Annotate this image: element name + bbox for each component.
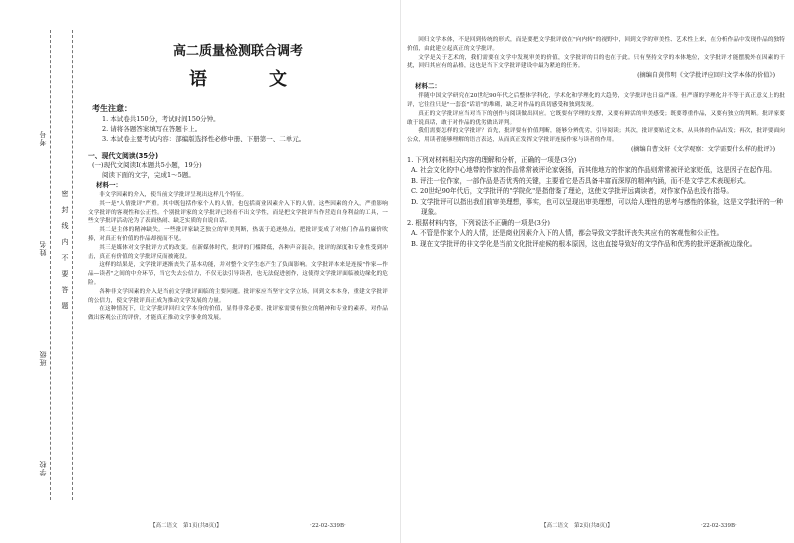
notice-item: 1. 本试卷共150分，考试时间150分钟。 xyxy=(102,115,220,123)
paragraph: 真正的文学批评应当对当下的创作与阅读做出回应。它既要有学理的支撑，又要有鲜活的审美感受；既要尊重作品，又要有独立的判断。批评家要敢于说真话，敢于对作品的优劣做出评判。 xyxy=(407,110,785,126)
question-1: 1. 下列对材料相关内容的理解和分析，正确的一项是(3分) xyxy=(407,155,577,164)
page-footer-code: ·22-02-339B· xyxy=(701,523,737,529)
option-c: C. 20世纪90年代后，文学批评的"学院化"是指借鉴了理论，这使文学批评远离读者，对作家作品也没有指导。 xyxy=(411,187,733,196)
paragraph: 其三是媒体对文学批评方式的改变。在新媒体时代，批评的门槛降低，各种声音混杂，批评的深度和专业性受到冲击，真正有价值的文学批评反而被淹没。 xyxy=(88,244,388,260)
right-column xyxy=(407,36,785,249)
notice-item: 2. 请将各题答案填写在答题卡上。 xyxy=(102,125,202,133)
margin-label-school: 学校 xyxy=(39,460,47,476)
paragraph: 伴随中国文学研究在20世纪90年代之后整体学科化，学术化和学理化的大趋势，文学批评也日益严谨。但严谨的学理化并不等于真正意义上的批评，它往往只是"一套套"话语"的堆砌，缺乏对作品的真切感受和独到发现。 xyxy=(407,93,785,108)
margin-label-name: 姓名 xyxy=(39,240,47,256)
paragraph: 我们需要怎样的文学批评？首先，批评要有价值判断，能够分辨优劣，引导阅读；其次，批评要贴近文本，从具体的作品出发；再次，批评要面向公众，用读者能够理解的语言表达，从而真正发挥文学批评连接作家与读者的作用。 xyxy=(407,128,785,144)
paragraph: 在这种情况下，让文学批评回归文学本身的价值，显得非常必要。批评家需要有独立的精神和专业的素养，对作品做出客观公正的评价，才能真正推动文学事业的发展。 xyxy=(88,306,388,322)
seal-text: 密封线内不要答题 xyxy=(61,190,69,318)
page-right xyxy=(400,0,794,543)
option-d: D. 文学批评可以指出我们前审美理想，事实，也可以呈现出审美理想，可以给人理性的思考与感性的体验，这是文学批评的一种现象。 xyxy=(411,197,783,217)
option-a: A. 社会文化的中心地带的作家的作品常常被评论家褒扬，而其他地方的作家的作品则常常被评论家贬低，这是因子在起作用。 xyxy=(411,166,777,175)
paragraph: 文学是关于艺术的，我们需要在文学中发现审美的价值，文学批评的目的也在于此。只有坚持文学的本体地位，文学批评才能摆脱外在因素的干扰，回归其应有的品格，这也是当下文学批评建设中最为紧迫的任务。 xyxy=(407,54,785,70)
paragraph: 其一是"人情批评"严重。其中既包括作家个人的人情，也包括商业因素介入下的人情。这些因素的介入，严重影响文学批评的客观性和公正性。个别批评家的文学批评已经看不出文学性，而是把文学批评当作营造自身利益的工具，一些文学批评活动沦为了表面热闹、缺乏实质的自说自话。 xyxy=(88,200,388,225)
seal-line xyxy=(50,30,51,500)
page-footer-label: 【高二语文 第2页(共8页)】 xyxy=(541,523,613,529)
subsection-heading: (一)现代文阅读Ⅰ(本题共5小题，19分) xyxy=(92,161,202,169)
instruction: 阅读下面的文字，完成1～5题。 xyxy=(102,171,195,179)
paragraph: 其二是主体的精神缺失。一些批评家缺乏独立的审美判断，热衷于追逐热点，把批评变成了对热门作品的廉价吹捧，对真正有价值的作品却视而不见。 xyxy=(88,227,388,242)
binding-margin xyxy=(0,0,84,543)
page-footer-code: ·22-02-339B· xyxy=(310,523,346,529)
source-citation: (摘编自曹文轩《文学观察：文学需要什么样的批评》) xyxy=(630,145,775,153)
subject-title: 语 文 xyxy=(189,69,309,90)
option-a: A. 不管是作家个人的人情，还是商业因素介入下的人情，都会导致文学批评丧失其应有的客观性和公正性。 xyxy=(411,229,724,238)
notice-item: 3. 本试卷主要考试内容：部编版选择性必修中册、下册第一、二单元。 xyxy=(102,135,306,143)
seal-line-inner xyxy=(72,30,73,500)
material-2-label: 材料二： xyxy=(415,82,441,91)
paragraph: 回归文学本体，不是回到传统的形式，而是要把文学批评放在"向内转"的视野中，回到文学的审美性、艺术性上来，在分析作品中发现作品的独特价值，由此建立起真正的文学批评。 xyxy=(407,37,785,52)
left-column xyxy=(88,0,388,323)
paragraph: 非文学因素的介入，使当前文学批评呈现出这样几个特征。 xyxy=(99,192,248,198)
option-b: B. 现在文学批评的非文学化是当前文化批评症候的根本原因，这也直接导致好的文学作品和优秀的批评逐渐被边缘化。 xyxy=(411,239,757,248)
paragraph: 这样的结果是，文学批评逐渐丧失了基本功能，并对整个文学生态产生了负面影响。文学批评本来是连接"作家—作品—读者"之间的中介环节，当它失去公信力，不仅无法引导读者，也无法促进创作，这使得文学批评面临被边缘化的危险。 xyxy=(88,262,388,286)
exam-title: 高二质量检测联合调考 xyxy=(172,44,303,59)
margin-label-exam-id: 考号 xyxy=(39,130,47,146)
margin-label-class: 班级 xyxy=(39,350,47,366)
section-heading: 一、现代文阅读(35分) xyxy=(88,152,159,160)
source-citation: (摘编自黄伟明《文学批评应回归文学本体的价值》) xyxy=(637,72,775,80)
question-2: 2. 根据材料内容，下列说法不正确的一项是(3分) xyxy=(407,218,551,227)
option-b: B. 评注一位作家，一部作品是否优秀的关键，主要看它是否具备丰富而深厚的精神内涵，而不是文学艺术表现形式。 xyxy=(411,176,750,185)
material-1-label: 材料一： xyxy=(96,181,122,189)
paragraph: 各种非文学因素的介入是当前文学批评面临的主要问题。批评家应当坚守文学立场，回到文本本身，重建文学批评的公信力，使文学批评真正成为推动文学发展的力量。 xyxy=(88,288,388,304)
page-footer-label: 【高二语文 第1页(共8页)】 xyxy=(150,523,222,529)
notice-heading: 考生注意： xyxy=(92,104,132,113)
